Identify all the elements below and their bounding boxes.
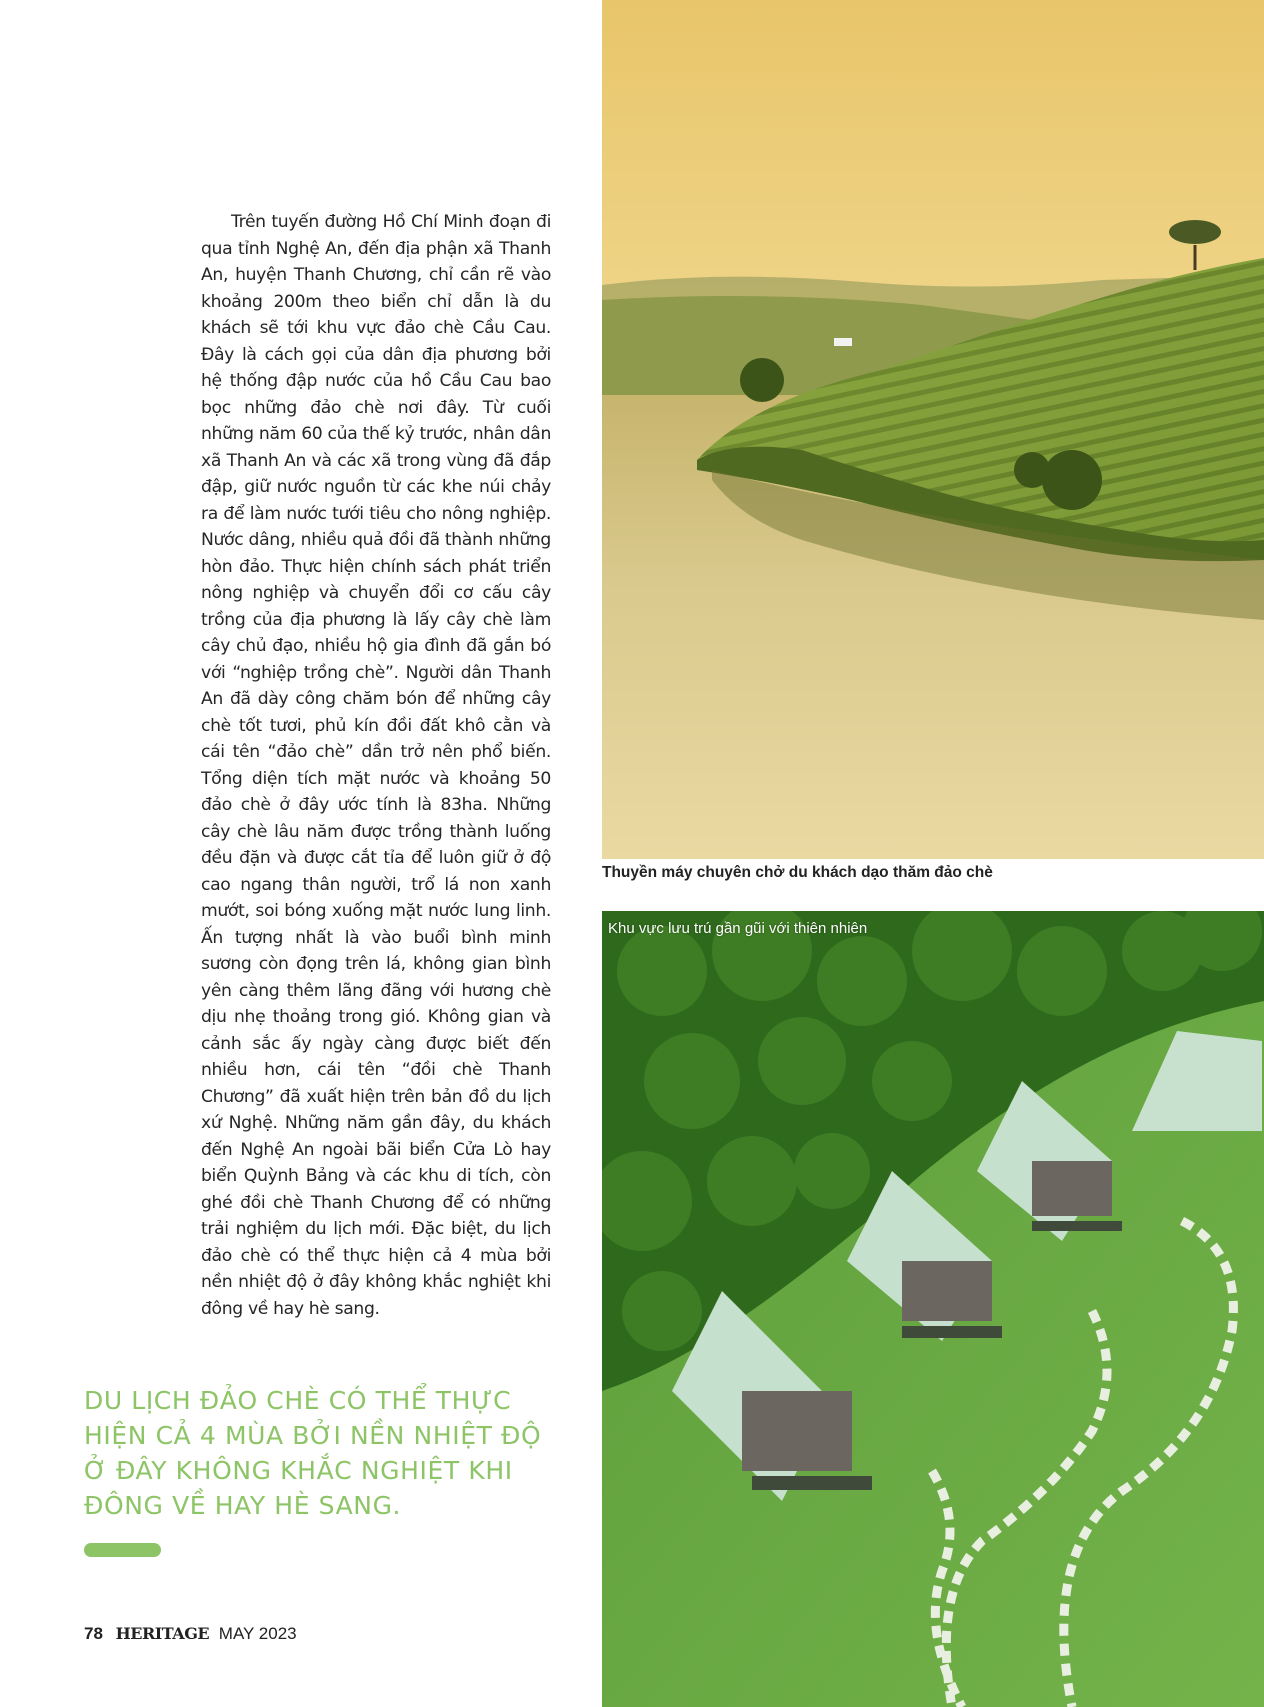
pull-quote: DU LỊCH ĐẢO CHÈ CÓ THỂ THỰC HIỆN CẢ 4 MÙA BỞI NỀN NHIỆT ĐỘ Ở ĐÂY KHÔNG KHẮC NGHIỆT KHI ĐÔNG VỀ HAY HÈ SANG. <box>84 1386 542 1520</box>
issue-date: MAY 2023 <box>218 1624 297 1643</box>
page-footer <box>84 1624 297 1644</box>
article-paragraph: Trên tuyến đường Hồ Chí Minh đoạn đi qua tỉnh Nghệ An, đến địa phận xã Thanh An, huyện Thanh Chương, chỉ cần rẽ vào khoảng 200m theo biển chỉ dẫn là du khách sẽ tới khu vực đảo chè Cầu Cau. Đây là cách gọi của dân địa phương bởi hệ thống đập nước của hồ Cầu Cau bao bọc những đảo chè nơi đây. Từ cuối những năm 60 của thế kỷ trước, nhân dân xã Thanh An và các xã trong vùng đã đắp đập, giữ nước nguồn từ các khe núi chảy ra để làm nước tưới tiêu cho nông nghiệp. Nước dâng, nhiều quả đồi đã thành những hòn đảo. Thực hiện chính sách phát triển nông nghiệp và chuyển đổi cơ cấu cây trồng của địa phương là lấy cây chè làm cây chủ đạo, nhiều hộ gia đình đã gắn bó với “nghiệp trồng chè”. Người dân Thanh An đã dày công chăm bón để những cây chè tốt tươi, phủ kín đồi đất khô cằn và cái tên “đảo chè” dần trở nên phổ biến. Tổng diện tích mặt nước và khoảng 50 đảo chè ở đây ước tính là 83ha. Những cây chè lâu năm được trồng thành luống đều đặn và được cắt tỉa để luôn giữ ở độ cao ngang thân người, trổ lá non xanh mướt, soi bóng xuống mặt nước lung linh. Ấn tượng nhất là vào buổi bình minh sương còn đọng trên lá, không gian bình yên càng thêm lãng đãng với hương chè dịu nhẹ thoảng trong gió. Không gian và cảnh sắc ấy ngày càng được biết đến nhiều hơn, cái tên “đồi chè Thanh Chương” đã xuất hiện trên bản đồ du lịch xứ Nghệ. Những năm gần đây, du khách đến Nghệ An ngoài bãi biển Cửa Lò hay biển Quỳnh Bảng và các khu di tích, còn ghé đồi chè Thanh Chương để có những trải nghiệm du lịch mới. Đặc biệt, du lịch đảo chè có thể thực hiện cả 4 mùa bởi nền nhiệt độ ở đây không khắc nghiệt khi đông về hay hè sang. <box>201 212 551 1319</box>
article-body <box>201 209 551 1322</box>
cabins-photo <box>602 911 1264 1707</box>
page-number: 78 <box>84 1624 103 1643</box>
tea-island-photo <box>602 0 1264 859</box>
bottom-photo-caption: Khu vực lưu trú gần gũi với thiên nhiên <box>608 920 868 937</box>
top-photo-caption: Thuyền máy chuyên chở du khách dạo thăm đảo chè <box>602 864 993 881</box>
pull-quote-bar <box>84 1543 161 1557</box>
magazine-logo: HERITAGE <box>115 1624 210 1643</box>
